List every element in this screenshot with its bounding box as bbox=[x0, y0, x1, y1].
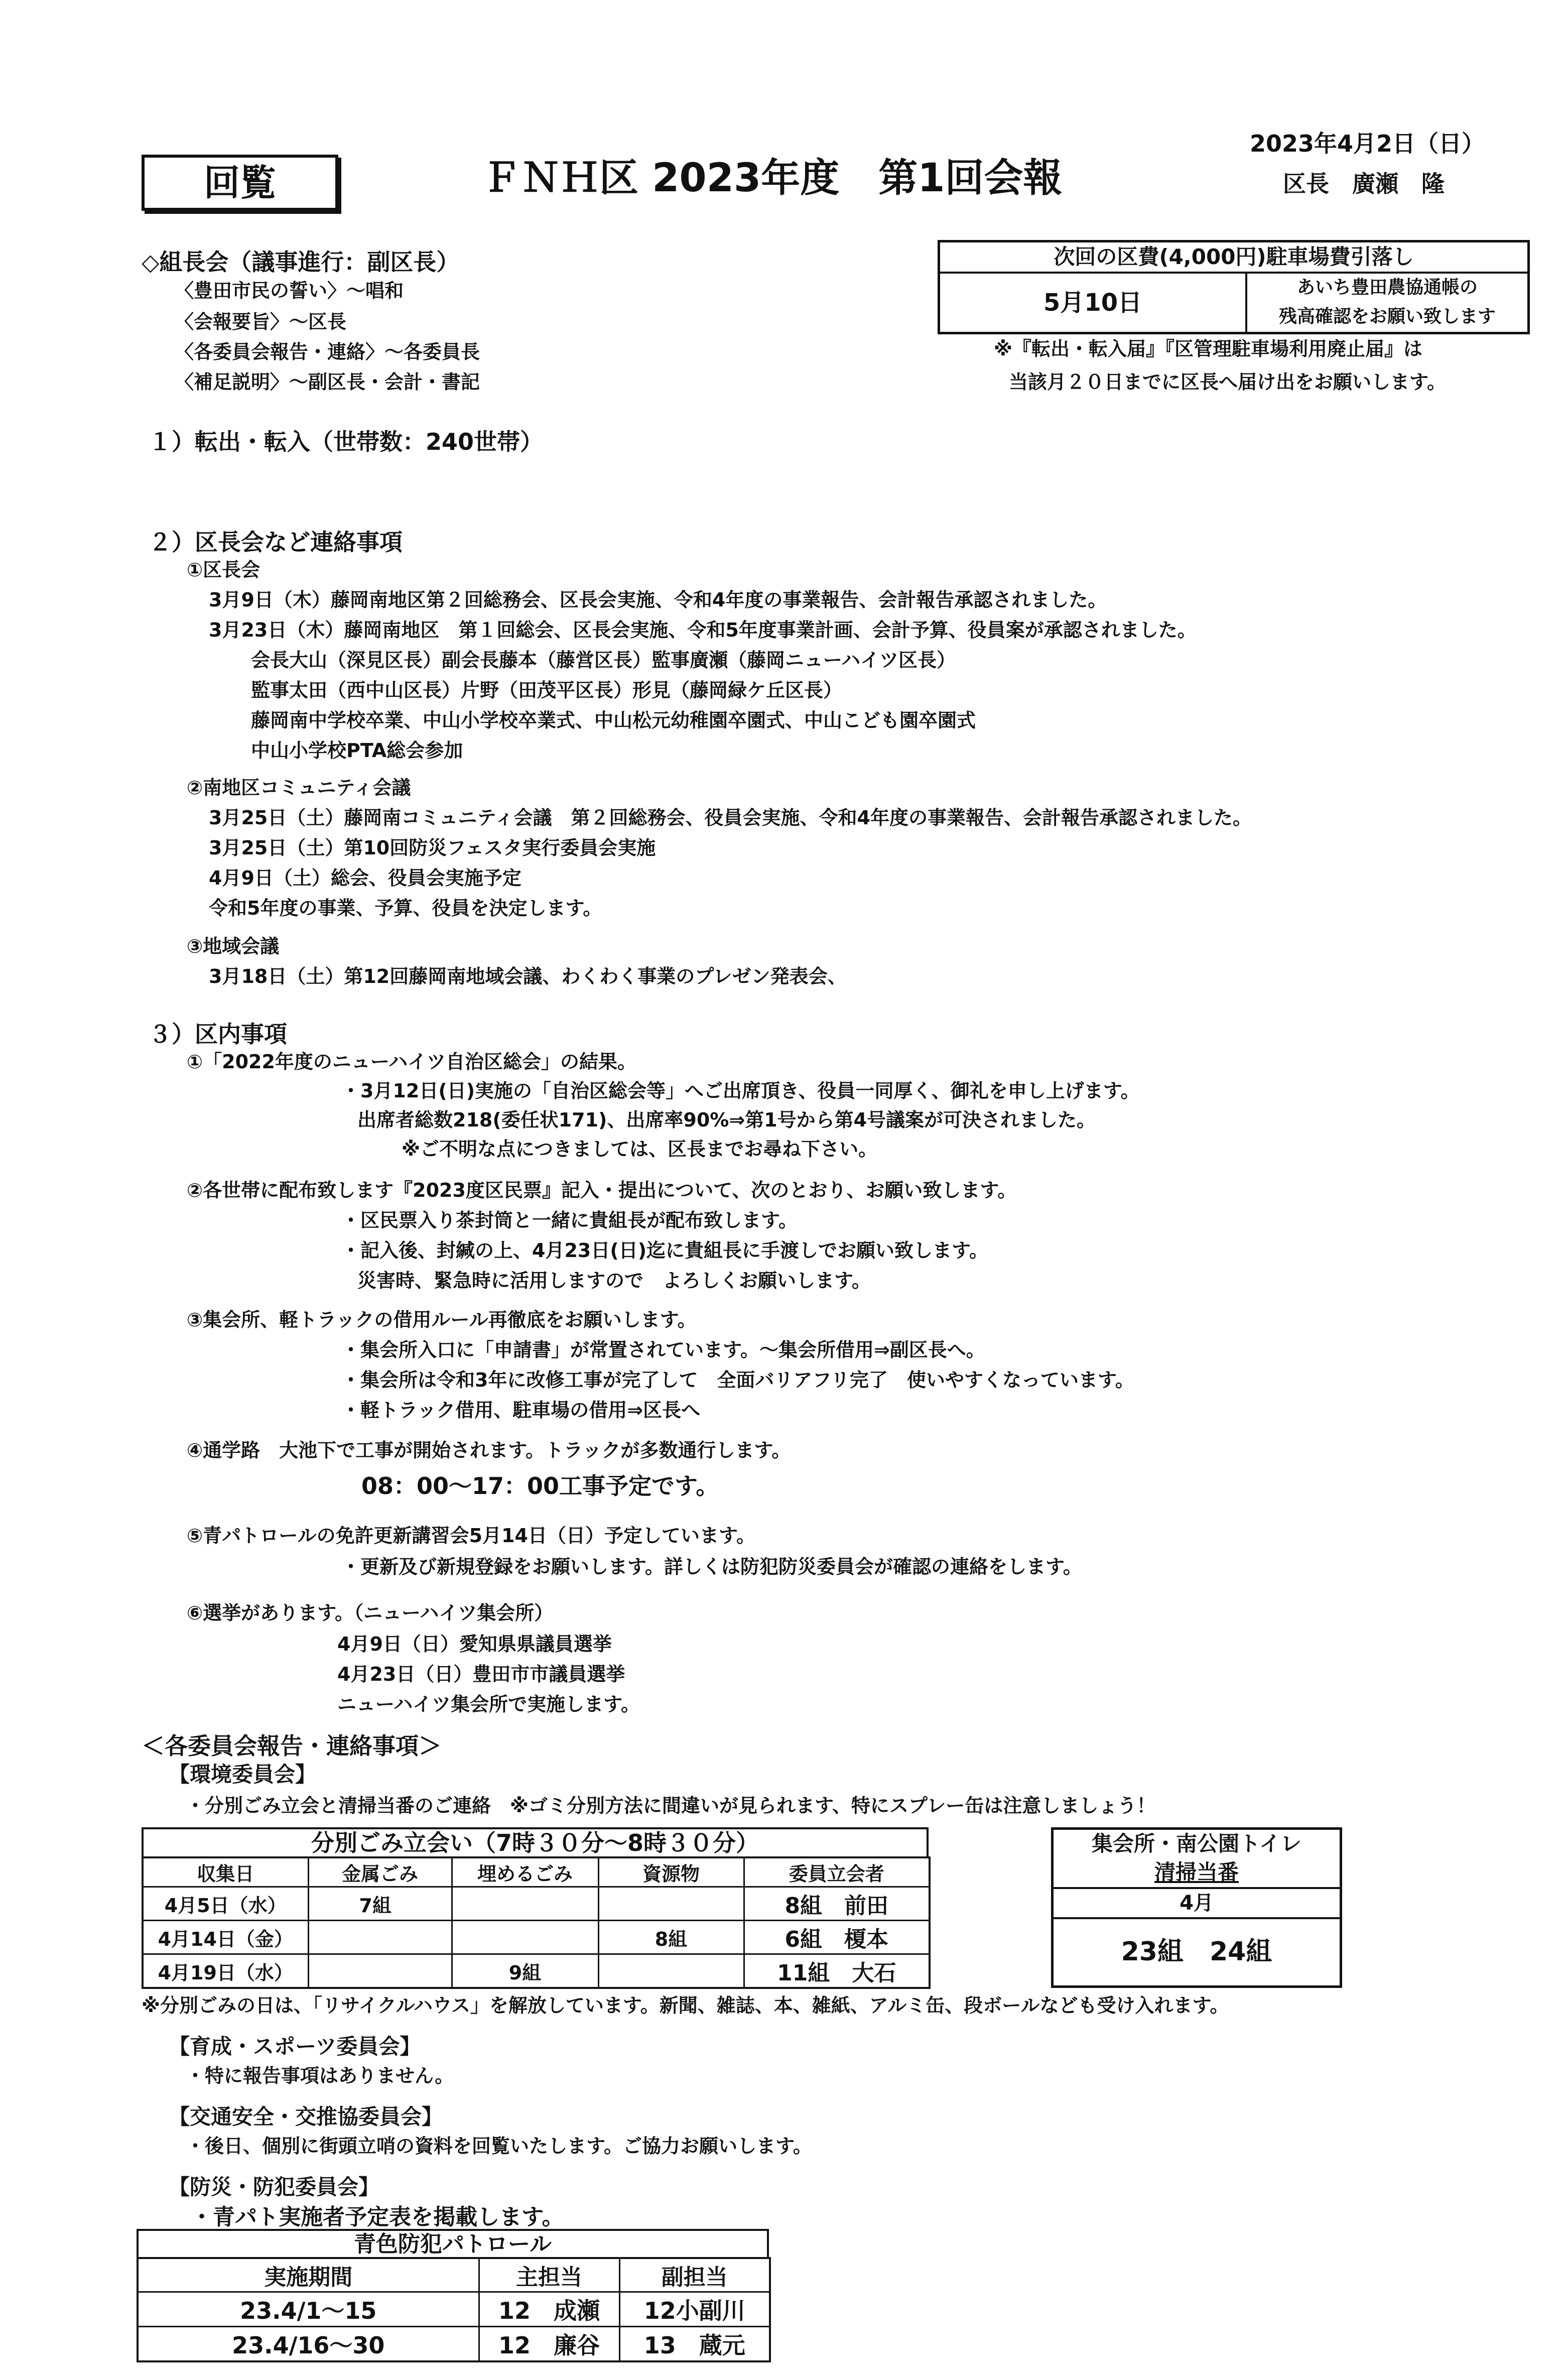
s2-a-line: 3月23日（木）藤岡南地区 第１回総会、区長会実施、令和5年度事業計画、会計予算、役員案が承認されました。 bbox=[209, 619, 1197, 641]
traffic-committee-title: 【交通安全・交推協委員会】 bbox=[169, 2104, 443, 2129]
garbage-table bbox=[142, 1856, 931, 1989]
s2-a-line: 中山小学校PTA総会参加 bbox=[251, 739, 463, 762]
table-header-cell: 収集日 bbox=[143, 1857, 308, 1887]
s3-item-3-line: ・集会所は令和3年に改修工事が完了して 全面バリアフリ完了 使いやすくなっています。 bbox=[341, 1369, 1134, 1391]
meeting-item: 〈補足説明〉～副区長・会計・書記 bbox=[175, 371, 480, 393]
s2-c-title: ③地域会議 bbox=[187, 935, 280, 957]
table-cell: 6組 榎本 bbox=[744, 1921, 930, 1954]
meeting-item: 〈会報要旨〉～区長 bbox=[175, 311, 347, 333]
patrol-caption-text: 青色防犯パトロール bbox=[353, 2231, 552, 2257]
s2-b-line: 4月9日（土）総会、役員会実施予定 bbox=[209, 867, 521, 889]
s3-item-3-title: ③集会所、軽トラックの借用ルール再徹底をお願いします。 bbox=[187, 1309, 697, 1331]
toilet-title-1: 集会所・南公園トイレ bbox=[1092, 1831, 1301, 1856]
fee-box-date: 5月10日 bbox=[940, 274, 1247, 332]
s3-item-2-title: ②各世帯に配布致します『2023度区民票』記入・提出について、次のとおり、お願い致します。 bbox=[187, 1179, 1017, 1201]
table-header-cell: 資源物 bbox=[598, 1857, 744, 1887]
s2-b-line: 3月25日（土）第10回防災フェスタ実行委員会実施 bbox=[209, 837, 656, 859]
s3-item-5-line: ・更新及び新規登録をお願いします。詳しくは防犯防災委員会が確認の連絡をします。 bbox=[341, 1556, 1082, 1578]
youth-committee-title: 【育成・スポーツ委員会】 bbox=[169, 2034, 421, 2059]
toilet-cleaning-box bbox=[1051, 1827, 1342, 1988]
transfer-notice-2: 当該月２０日までに区長へ届け出をお願いします。 bbox=[1009, 371, 1446, 393]
env-committee-line: ・分別ごみ立会と清掃当番のご連絡 ※ゴミ分別方法に間違いが見られます、特にスプレー缶は注意しましょう！ bbox=[186, 1795, 1156, 1817]
table-header-row bbox=[143, 1857, 930, 1887]
page-title: ＦＮＨ区 2023年度 第1回会報 bbox=[482, 156, 1063, 201]
traffic-committee-line: ・後日、個別に街頭立哨の資料を回覧いたします。ご協力お願いします。 bbox=[186, 2135, 812, 2157]
table-cell: 23.4/16～30 bbox=[138, 2327, 479, 2362]
s3-item-6-line: 4月23日（日）豊田市市議員選挙 bbox=[337, 1663, 625, 1685]
table-cell: 7組 bbox=[308, 1887, 452, 1921]
table-cell: 8組 前田 bbox=[744, 1887, 930, 1921]
s2-a-line: 会長大山（深見区長）副会長藤本（藤営区長）監事廣瀬（藤岡ニューハイツ区長） bbox=[251, 649, 956, 671]
table-row bbox=[138, 2292, 770, 2327]
table-cell: 8組 bbox=[598, 1921, 744, 1954]
fee-box-note-2: 残高確認をお願い致します bbox=[1278, 306, 1496, 327]
disaster-committee-title: 【防災・防犯委員会】 bbox=[169, 2175, 380, 2199]
s3-item-1-title: ①「2022年度のニューハイツ自治区総会」の結果。 bbox=[187, 1051, 637, 1073]
meeting-item: 〈各委員会報告・連絡〉～各委員長 bbox=[175, 341, 480, 363]
s2-b-line: 3月25日（土）藤岡南コミュニティ会議 第２回総務会、役員会実施、令和4年度の事業報告、会計報告承認されました。 bbox=[209, 807, 1252, 829]
s3-item-5-title: ⑤青パトロールの免許更新講習会5月14日（日）予定しています。 bbox=[187, 1525, 755, 1547]
table-row bbox=[143, 1954, 930, 1988]
meeting-item: 〈豊田市民の誓い〉～唱和 bbox=[175, 280, 404, 302]
disaster-committee-line: ・青パト実施者予定表を掲載します。 bbox=[191, 2204, 564, 2230]
fee-box-note-1: あいち豊田農協通帳の bbox=[1296, 277, 1478, 298]
table-header-cell: 実施期間 bbox=[138, 2258, 479, 2292]
table-cell: 12小副川 bbox=[619, 2292, 770, 2327]
toilet-groups: 23組 24組 bbox=[1121, 1937, 1272, 1967]
toilet-month: 4月 bbox=[1054, 1889, 1340, 1919]
youth-committee-line: ・特に報告事項はありません。 bbox=[186, 2065, 454, 2087]
recycle-note: ※分別ごみの日は、「リサイクルハウス」を解放しています。新聞、雑誌、本、雑紙、アルミ缶、段ボールなども受け入れます。 bbox=[142, 1994, 1229, 2017]
s2-b-title: ②南地区コミュニティ会議 bbox=[187, 777, 411, 799]
patrol-table-caption bbox=[137, 2229, 769, 2257]
table-cell: 11組 大石 bbox=[744, 1954, 930, 1988]
s3-item-2-line: ・記入後、封緘の上、4月23日(日)迄に貴組長に手渡しでお願い致します。 bbox=[341, 1239, 989, 1262]
circular-stamp bbox=[142, 155, 338, 211]
author: 区長 廣瀬 隆 bbox=[1283, 170, 1445, 197]
s3-item-4-title: ④通学路 大池下で工事が開始されます。トラックが多数通行します。 bbox=[187, 1439, 791, 1461]
table-row bbox=[138, 2327, 770, 2362]
table-cell: 23.4/1～15 bbox=[138, 2292, 479, 2327]
s3-item-6-line: 4月9日（日）愛知県県議員選挙 bbox=[337, 1633, 612, 1655]
table-cell bbox=[308, 1921, 452, 1954]
table-cell: 4月5日（水） bbox=[143, 1887, 308, 1921]
table-cell bbox=[308, 1954, 452, 1988]
fee-box bbox=[938, 240, 1530, 334]
meeting-heading: ◇組長会（議事進行：副区長） bbox=[142, 248, 460, 276]
table-cell: 13 蔵元 bbox=[619, 2327, 770, 2362]
s3-item-3-line: ・集会所入口に「申請書」が常置されています。～集会所借用⇒副区長へ。 bbox=[341, 1339, 985, 1361]
transfer-notice-1: ※『転出・転入届』『区管理駐車場利用廃止届』は bbox=[994, 338, 1422, 360]
s2-a-line: 監事太田（西中山区長）片野（田茂平区長）形見（藤岡緑ケ丘区長） bbox=[251, 679, 843, 701]
s2-a-title: ①区長会 bbox=[187, 559, 260, 581]
s2-c-line: 3月18日（土）第12回藤岡南地域会議、わくわく事業のプレゼン発表会、 bbox=[209, 965, 847, 987]
table-cell: 12 成瀬 bbox=[479, 2292, 619, 2327]
committee-heading: ＜各委員会報告・連絡事項＞ bbox=[142, 1732, 442, 1760]
s3-item-3-line: ・軽トラック借用、駐車場の借用⇒区長へ bbox=[341, 1399, 701, 1421]
s3-item-6-title: ⑥選挙があります。（ニューハイツ集会所） bbox=[187, 1602, 554, 1624]
issue-date: 2023年4月2日（日） bbox=[1250, 130, 1485, 157]
table-header-cell: 委員立会者 bbox=[744, 1857, 930, 1887]
table-cell bbox=[598, 1954, 744, 1988]
toilet-title-2: 清掃当番 bbox=[1054, 1858, 1340, 1889]
s3-item-6-line: ニューハイツ集会所で実施します。 bbox=[337, 1693, 640, 1715]
table-cell: 9組 bbox=[452, 1954, 598, 1988]
table-cell bbox=[598, 1887, 744, 1921]
s3-item-1-line: ※ご不明な点につきましては、区長までお尋ね下さい。 bbox=[402, 1138, 878, 1160]
table-cell: 4月19日（水） bbox=[143, 1954, 308, 1988]
env-committee-title: 【環境委員会】 bbox=[169, 1762, 317, 1787]
s3-item-2-line: 災害時、緊急時に活用しますので よろしくお願いします。 bbox=[357, 1270, 871, 1292]
table-cell: 4月14日（金） bbox=[143, 1921, 308, 1954]
section-1-heading: １）転出・転入（世帯数：240世帯） bbox=[149, 428, 544, 455]
patrol-table bbox=[137, 2257, 771, 2362]
table-header-cell: 主担当 bbox=[479, 2258, 619, 2292]
section-3-heading: ３）区内事項 bbox=[149, 1021, 287, 1048]
table-cell: 12 廉谷 bbox=[479, 2327, 619, 2362]
s2-b-line: 令和5年度の事業、予算、役員を決定します。 bbox=[209, 897, 602, 919]
garbage-table-caption bbox=[142, 1827, 929, 1856]
table-cell bbox=[452, 1887, 598, 1921]
s2-a-line: 藤岡南中学校卒業、中山小学校卒業式、中山松元幼稚園卒園式、中山こども園卒園式 bbox=[251, 709, 976, 731]
table-row bbox=[143, 1887, 930, 1921]
garbage-caption-text: 分別ごみ立会い（7時３０分～8時３０分） bbox=[311, 1829, 759, 1856]
table-header-cell: 埋めるごみ bbox=[452, 1857, 598, 1887]
table-row bbox=[143, 1921, 930, 1954]
s3-item-1-line: ・3月12日(日)実施の「自治区総会等」へご出席頂き、役員一同厚く、御礼を申し上げます。 bbox=[341, 1080, 1140, 1102]
table-header-cell: 副担当 bbox=[619, 2258, 770, 2292]
s3-item-1-line: 出席者総数218(委任状171)、出席率90%⇒第1号から第4号議案が可決されました。 bbox=[357, 1109, 1096, 1131]
table-header-row bbox=[138, 2258, 770, 2292]
fee-box-title: 次回の区費(4,000円)駐車場費引落し bbox=[940, 242, 1527, 274]
s3-item-2-line: ・区民票入り茶封筒と一緒に貴組長が配布致します。 bbox=[341, 1209, 798, 1231]
section-2-heading: ２）区長会など連絡事項 bbox=[149, 529, 403, 556]
s2-a-line: 3月9日（木）藤岡南地区第２回総務会、区長会実施、令和4年度の事業報告、会計報告承認されました。 bbox=[209, 589, 1107, 611]
table-cell bbox=[452, 1921, 598, 1954]
circular-label: 回覧 bbox=[203, 162, 276, 204]
table-header-cell: 金属ごみ bbox=[308, 1857, 452, 1887]
s3-item-4-time: 08：00～17：00工事予定です。 bbox=[361, 1472, 719, 1499]
